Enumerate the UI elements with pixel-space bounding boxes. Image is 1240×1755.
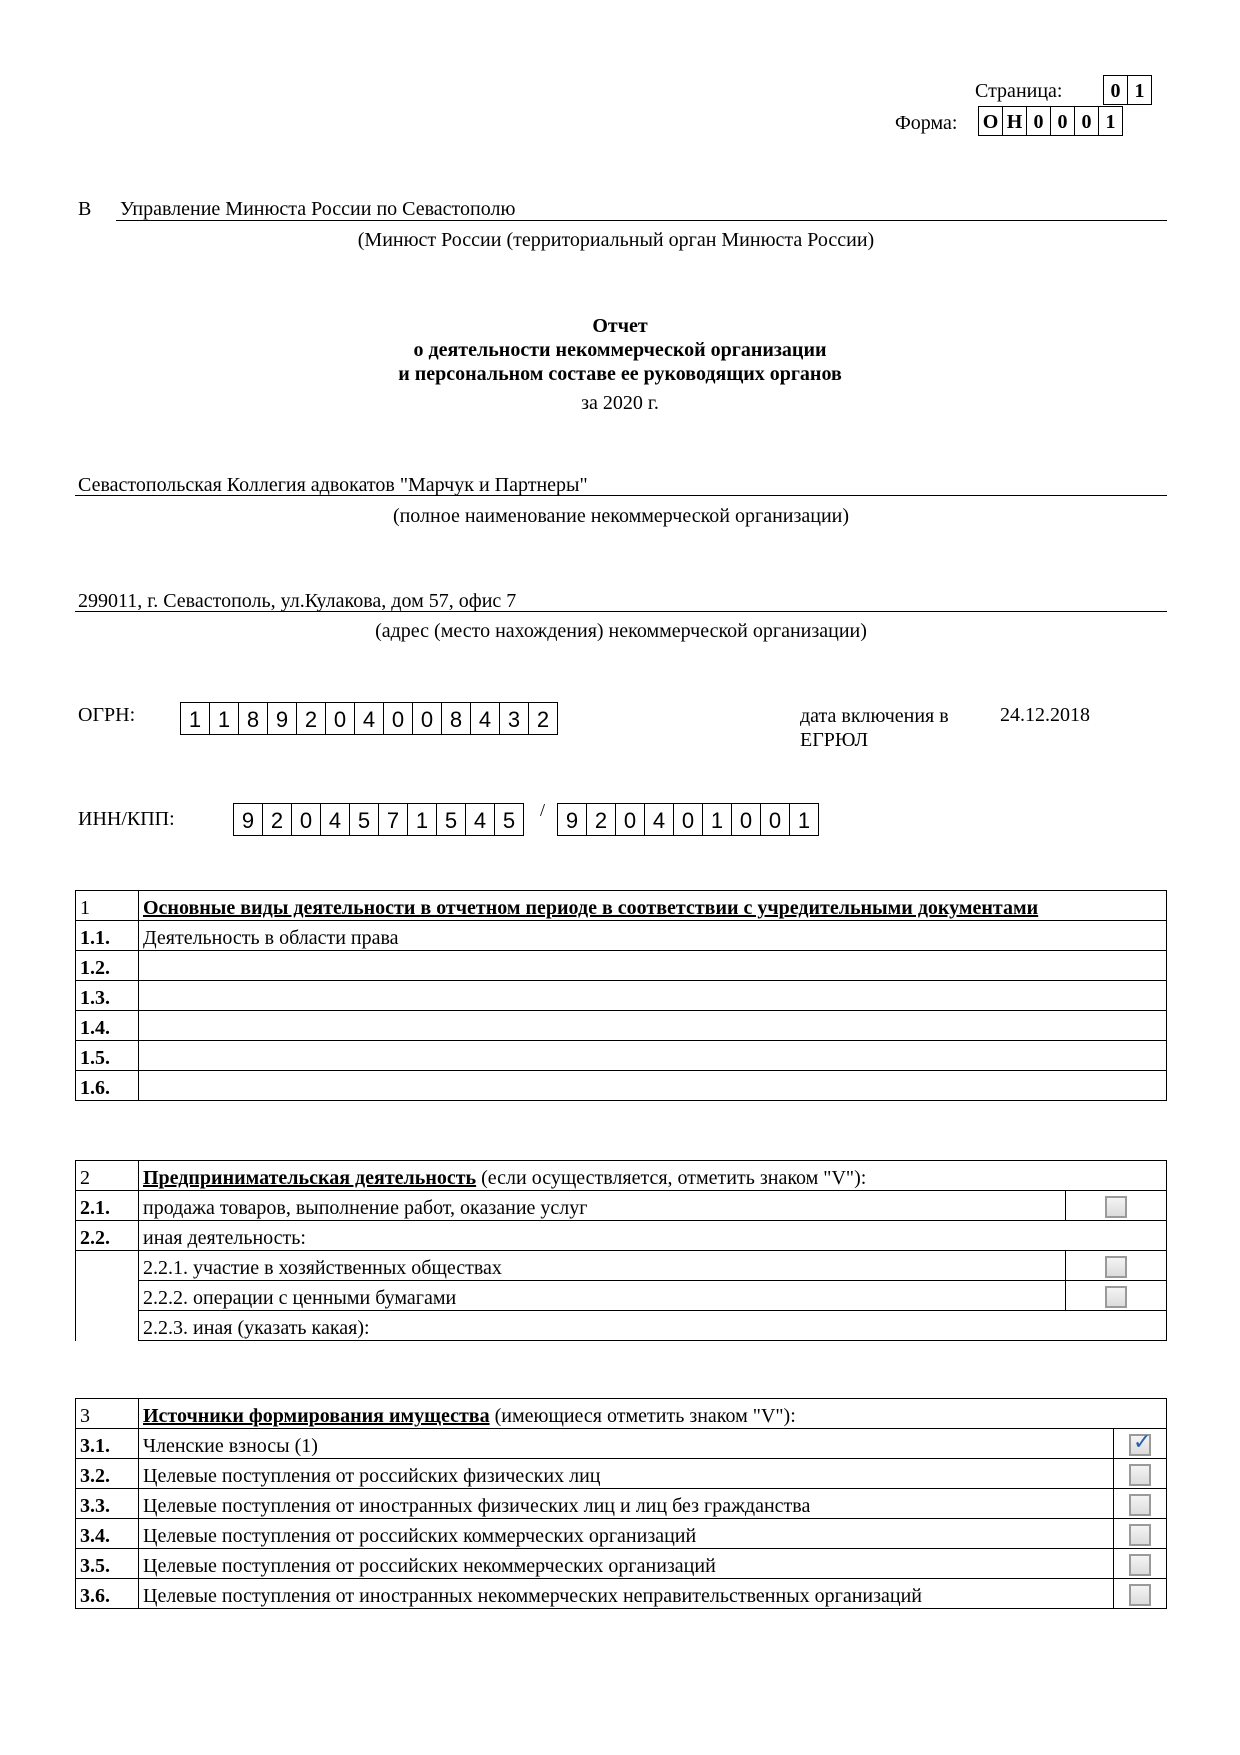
- section-3-header: [76, 1399, 1167, 1429]
- table-row: [76, 1191, 1167, 1221]
- kpp-digit: 1: [702, 803, 732, 836]
- ogrn-label: ОГРН:: [78, 704, 136, 726]
- row-number: 1.4.: [76, 1011, 139, 1041]
- row-number: 1.3.: [76, 981, 139, 1011]
- kpp-digit: 4: [644, 803, 674, 836]
- row-text: 2.2.2. операции с ценными бумагами: [139, 1281, 1066, 1311]
- section-2-table: [75, 1160, 1167, 1341]
- form-cell: Н: [1002, 106, 1027, 136]
- section-3-title: Источники формирования имущества: [143, 1405, 490, 1427]
- organization-address: 299011, г. Севастополь, ул.Кулакова, дом 57, офис 7: [78, 590, 517, 612]
- table-row: [76, 1579, 1167, 1609]
- table-row: [76, 1519, 1167, 1549]
- ogrn-digit: 9: [267, 702, 297, 735]
- row-number: 1.2.: [76, 951, 139, 981]
- recipient-prefix: В: [78, 198, 92, 220]
- inn-digit: 4: [465, 803, 495, 836]
- report-period: за 2020 г.: [581, 392, 659, 414]
- checkbox-cell: [1066, 1191, 1167, 1221]
- organization-address-caption: (адрес (место нахождения) некоммерческой организации): [375, 620, 867, 642]
- section-3-title-suffix: (имеющиеся отметить знаком "V"):: [489, 1405, 796, 1427]
- row-number: 1.1.: [76, 921, 139, 951]
- checkbox[interactable]: [1129, 1494, 1151, 1516]
- section-2-number: 2: [76, 1161, 139, 1191]
- form-cell: 0: [1074, 106, 1099, 136]
- row-number: 3.1.: [76, 1429, 139, 1459]
- checkbox-cell: [1066, 1251, 1167, 1281]
- row-text: Членские взносы (1): [139, 1429, 1114, 1459]
- row-number: 1.6.: [76, 1071, 139, 1101]
- section-3-table: [75, 1398, 1167, 1609]
- row-text: [139, 1011, 1167, 1041]
- ogrn-digit: 0: [325, 702, 355, 735]
- row-text: Целевые поступления от иностранных физических лиц и лиц без гражданства: [139, 1489, 1114, 1519]
- row-text: 2.2.1. участие в хозяйственных обществах: [139, 1251, 1066, 1281]
- inn-digit: 2: [262, 803, 292, 836]
- ogrn-digit: 2: [296, 702, 326, 735]
- row-number: 3.5.: [76, 1549, 139, 1579]
- form-label: Форма:: [895, 112, 958, 134]
- kpp-digit: 9: [557, 803, 587, 836]
- ogrn-digit: 4: [354, 702, 384, 735]
- checkbox-cell: [1114, 1549, 1167, 1579]
- row-text: Целевые поступления от российских физических лиц: [139, 1459, 1114, 1489]
- form-code-cells: [978, 106, 1123, 136]
- table-row: [76, 1429, 1167, 1459]
- inn-kpp-separator: /: [540, 800, 546, 820]
- page-number-cells: [1103, 75, 1152, 105]
- row-text: [139, 1041, 1167, 1071]
- recipient-underline: [116, 220, 1167, 221]
- ogrn-digit: 8: [441, 702, 471, 735]
- table-row: [76, 1251, 1167, 1281]
- table-row: [76, 1489, 1167, 1519]
- inn-digit-cells: [233, 803, 524, 836]
- report-subtitle-line1: о деятельности некоммерческой организации: [413, 339, 827, 361]
- checkbox[interactable]: [1105, 1286, 1127, 1308]
- section-3-number: 3: [76, 1399, 139, 1429]
- ogrn-digit: 3: [499, 702, 529, 735]
- section-2-header: [76, 1161, 1167, 1191]
- section-1-number: 1: [76, 891, 139, 921]
- table-row: [76, 1311, 1167, 1341]
- inn-digit: 5: [494, 803, 524, 836]
- report-title: Отчет: [592, 315, 648, 337]
- row-number: 1.5.: [76, 1041, 139, 1071]
- organization-name-caption: (полное наименование некоммерческой организации): [392, 505, 850, 527]
- row-text: продажа товаров, выполнение работ, оказание услуг: [139, 1191, 1066, 1221]
- section-2-title-cell: [139, 1161, 1167, 1191]
- row-number: 3.2.: [76, 1459, 139, 1489]
- checkbox-cell: [1066, 1281, 1167, 1311]
- checkbox-cell: [1114, 1579, 1167, 1609]
- ogrn-digit: 4: [470, 702, 500, 735]
- inn-digit: 5: [436, 803, 466, 836]
- ogrn-digit: 1: [209, 702, 239, 735]
- checkbox-checked[interactable]: [1129, 1434, 1151, 1456]
- checkbox[interactable]: [1105, 1256, 1127, 1278]
- egrul-date-label: дата включения в ЕГРЮЛ: [800, 705, 949, 751]
- organization-name: Севастопольская Коллегия адвокатов "Марчук и Партнеры": [78, 474, 588, 496]
- inn-digit: 9: [233, 803, 263, 836]
- ogrn-digit: 8: [238, 702, 268, 735]
- row-text: Целевые поступления от российских коммерческих организаций: [139, 1519, 1114, 1549]
- table-row: [76, 1549, 1167, 1579]
- section-2-title: Предпринимательская деятельность: [143, 1167, 477, 1189]
- row-text: Целевые поступления от российских некоммерческих организаций: [139, 1549, 1114, 1579]
- inn-digit: 5: [349, 803, 379, 836]
- section-1-title: Основные виды деятельности в отчетном периоде в соответствии с учредительными документами: [139, 891, 1167, 921]
- ogrn-digit-cells: [180, 702, 558, 735]
- form-cell: 0: [1050, 106, 1075, 136]
- row-number-empty: [76, 1311, 139, 1341]
- kpp-digit: 0: [673, 803, 703, 836]
- kpp-digit: 0: [615, 803, 645, 836]
- kpp-digit: 0: [731, 803, 761, 836]
- organization-address-underline: [75, 611, 1167, 612]
- table-row: [76, 921, 1167, 951]
- inn-kpp-label: ИНН/КПП:: [78, 808, 175, 830]
- page-label: Страница:: [975, 80, 1063, 102]
- kpp-digit: 1: [789, 803, 819, 836]
- ogrn-digit: 0: [412, 702, 442, 735]
- row-number: 3.3.: [76, 1489, 139, 1519]
- kpp-digit-cells: [557, 803, 819, 836]
- row-text: [139, 951, 1167, 981]
- checkbox-cell: [1114, 1459, 1167, 1489]
- section-2-title-suffix: (если осуществляется, отметить знаком "V"):: [476, 1167, 867, 1189]
- ogrn-digit: 1: [180, 702, 210, 735]
- checkbox-cell: [1114, 1519, 1167, 1549]
- row-number: 3.6.: [76, 1579, 139, 1609]
- table-row: [76, 1071, 1167, 1101]
- row-number-empty: [76, 1281, 139, 1311]
- organization-name-underline: [75, 495, 1167, 496]
- table-row: [76, 1011, 1167, 1041]
- row-text: Целевые поступления от иностранных некоммерческих неправительственных организаций: [139, 1579, 1114, 1609]
- inn-digit: 7: [378, 803, 408, 836]
- report-subtitle-line2: и персональном составе ее руководящих органов: [398, 363, 842, 385]
- checkbox[interactable]: [1129, 1464, 1151, 1486]
- table-row: [76, 981, 1167, 1011]
- row-text: Деятельность в области права: [139, 921, 1167, 951]
- row-text: [139, 981, 1167, 1011]
- row-text: [139, 1071, 1167, 1101]
- checkbox[interactable]: [1105, 1196, 1127, 1218]
- egrul-date-value: 24.12.2018: [1000, 704, 1090, 726]
- table-row: [76, 1459, 1167, 1489]
- section-3-title-cell: [139, 1399, 1167, 1429]
- inn-digit: 1: [407, 803, 437, 836]
- inn-digit: 0: [291, 803, 321, 836]
- table-row: [76, 951, 1167, 981]
- inn-digit: 4: [320, 803, 350, 836]
- kpp-digit: 0: [760, 803, 790, 836]
- row-number: 3.4.: [76, 1519, 139, 1549]
- row-text: 2.2.3. иная (указать какая):: [139, 1311, 1167, 1341]
- form-cell: О: [978, 106, 1003, 136]
- recipient-name: Управление Минюста России по Севастополю: [120, 198, 516, 220]
- checkbox-cell: [1114, 1489, 1167, 1519]
- ogrn-digit: 0: [383, 702, 413, 735]
- section-1-header: [76, 891, 1167, 921]
- checkbox[interactable]: [1129, 1584, 1151, 1606]
- form-cell: 0: [1026, 106, 1051, 136]
- row-number: 2.1.: [76, 1191, 139, 1221]
- section-1-table: [75, 890, 1167, 1101]
- page-cell: 1: [1127, 75, 1152, 105]
- kpp-digit: 2: [586, 803, 616, 836]
- ogrn-digit: 2: [528, 702, 558, 735]
- table-row: [76, 1221, 1167, 1251]
- row-number-empty: [76, 1251, 139, 1281]
- row-text: иная деятельность:: [139, 1221, 1167, 1251]
- checkbox[interactable]: [1129, 1524, 1151, 1546]
- table-row: [76, 1041, 1167, 1071]
- row-number: 2.2.: [76, 1221, 139, 1251]
- form-cell: 1: [1098, 106, 1123, 136]
- checkbox-cell: [1114, 1429, 1167, 1459]
- checkbox[interactable]: [1129, 1554, 1151, 1576]
- table-row: [76, 1281, 1167, 1311]
- page-cell: 0: [1103, 75, 1128, 105]
- recipient-caption: (Минюст России (территориальный орган Минюста России): [357, 229, 875, 251]
